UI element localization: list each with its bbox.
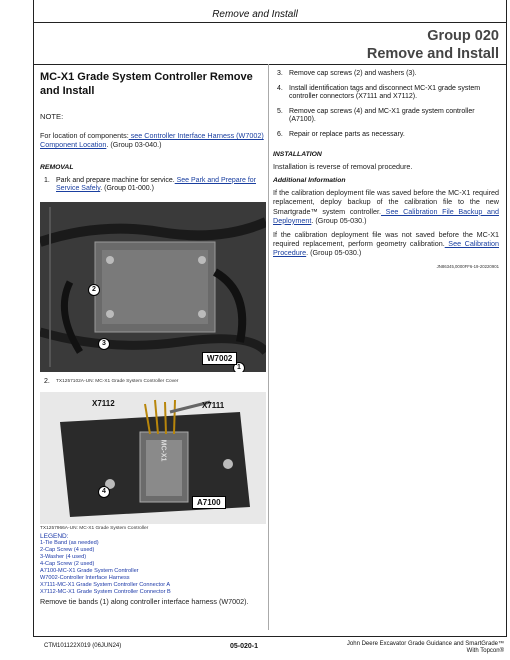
step-4-number: 4. [277,84,283,92]
left-column [40,64,266,606]
step-3 [273,70,499,79]
removal-subhead: REMOVAL [40,163,74,171]
column-divider [268,64,269,630]
para-2-post: . (Group 05-030.) [306,248,362,258]
step-1-post: . (Group 01-000.) [100,185,154,193]
caption-controller: TX1257966A-UN: MC-X1 Grade System Controller [40,526,149,532]
footer-doc-id: CTM101122X019 (06JUN24) [44,643,122,649]
step-5-text: Remove cap screws (4) and MC-X1 grade system controller (A7100). [289,107,475,123]
step-1-text [56,177,266,194]
note-text [40,131,266,149]
installation-subhead: INSTALLATION [273,151,322,158]
installation-text: Installation is reverse of removal procedure. [273,162,413,171]
controller-illustration [40,392,266,524]
additional-info-subhead: Additional Information [273,177,346,185]
group-label: Group 020 [427,28,499,44]
legend-item: W7002-Controller Interface Harness [40,575,130,582]
step-6 [273,131,499,140]
para-1-post: . (Group 05-030.) [311,215,367,225]
step-2-number: 2. [44,377,50,385]
bottom-rule [33,636,507,637]
controller-cover-illustration [40,202,266,372]
step-2 [40,378,266,387]
legend-item: 2-Cap Screw (4 used) [40,547,95,554]
procedure-heading: MC-X1 Grade System Controller Remove and Install [40,71,253,97]
legend-title: LEGEND: [40,533,69,541]
controller-photo [40,392,266,524]
remove-tie-bands-text: Remove tie bands (1) along controller interface harness (W7002). [40,597,249,607]
reference-id: JN86345,0000FF6-19-20220901 [436,263,499,269]
w7002-tag: W7002 [202,352,237,365]
calibration-procedure-link[interactable]: See Calibration Procedure [273,239,499,258]
controller-unit-mark: MC-X1 [159,439,167,462]
para-1-pre: If the calibration deployment file was saved before the MC-X1 required replacement, deploy backup of the calibration file to the new Smartgrade™ system controller. [273,188,499,216]
step-4-text: Install identification tags and disconnect MC-X1 grade system controller connectors (X7111 and X7112). [289,84,481,100]
footer-product [294,641,504,655]
legend-item: 4-Cap Screw (2 used) [40,561,95,568]
legend-item: X7111-MC-X1 Grade System Controller Connector A [40,582,171,589]
step-5-number: 5. [277,107,283,115]
x7112-label: X7112 [92,399,115,409]
callout-2: 2 [88,284,100,296]
legend-item: 3-Washer (4 used) [40,554,87,561]
step-3-number: 3. [277,70,283,77]
controller-cover-photo [40,202,266,372]
step-1-pre: Park and prepare machine for service. [56,176,175,184]
legend-item: A7100-MC-X1 Grade System Controller [40,568,139,575]
park-prepare-link[interactable]: See Park and Prepare for Service Safely [56,176,256,193]
step-1 [40,177,266,194]
step-6-text: Repair or replace parts as necessary. [289,130,405,138]
section-title: Remove and Install [366,46,499,62]
footer-product-line-1: John Deere Excavator Grade Guidance and SmartGrade™ [346,641,504,647]
calibration-backup-link[interactable]: See Calibration File Backup and Deployment [273,206,499,225]
component-location-link[interactable]: see Controller Interface Harness (W7002) Component Location [40,131,264,150]
para-2-pre: If the calibration deployment file was not saved before the MC-X1 required replacement, perform geometry calibration. [273,230,499,249]
step-3-text: Remove cap screws (2) and washers (3). [289,70,417,77]
additional-para-1 [273,188,499,225]
page-frame-left [33,0,34,636]
callout-4: 4 [98,486,110,498]
a7100-tag: A7100 [192,496,226,509]
step-5 [273,108,499,125]
legend [40,533,266,596]
note-text-post: . (Group 03-040.) [106,140,162,150]
caption-controller-cover: TX1257102A-UN: MC-X1 Grade System Controller Cover [56,378,179,384]
additional-para-2 [273,230,499,258]
top-rule [33,22,507,23]
callout-3: 3 [98,338,110,350]
footer-product-line-2: With Topcon® [466,648,504,654]
step-6-number: 6. [277,130,283,138]
x7111-label: X7111 [202,401,225,411]
legend-item: X7112-MC-X1 Grade System Controller Connector B [40,589,171,596]
step-1-number: 1. [44,176,50,184]
callout-1: 1 [233,362,245,372]
right-column [273,70,499,269]
footer-page-number: 05-020-1 [230,643,259,650]
note-label: NOTE: [40,112,64,121]
legend-item: 1-Tie Band (as needed) [40,540,99,547]
step-4 [273,85,499,102]
page-frame-right [506,0,507,636]
note-text-pre: For location of components: [40,131,129,141]
running-title: Remove and Install [212,9,298,20]
